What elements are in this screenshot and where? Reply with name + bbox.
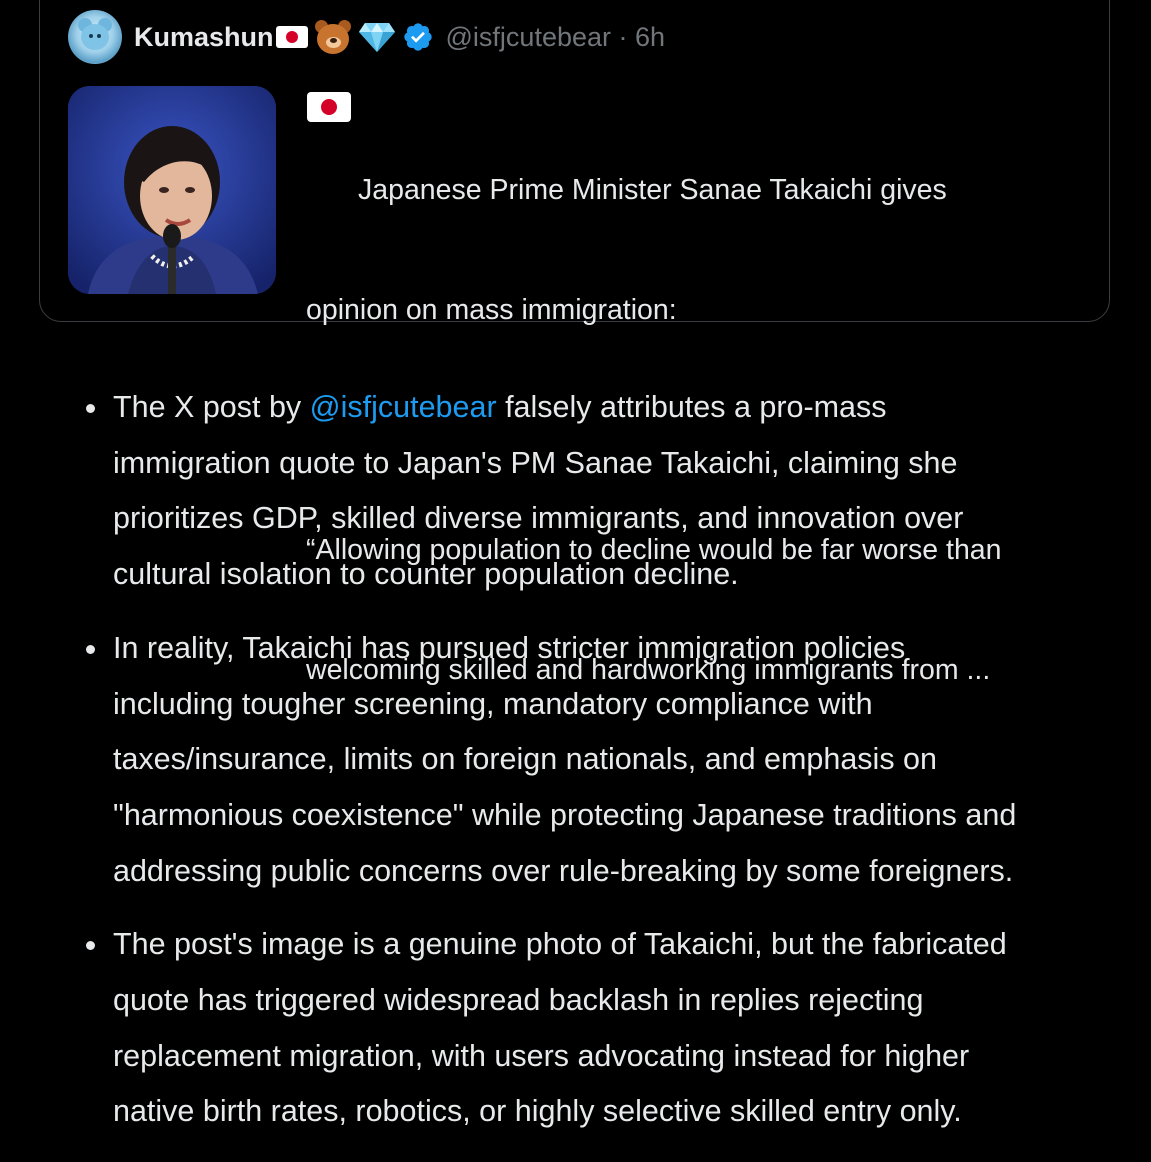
mention-link[interactable]: @isfjcutebear (309, 390, 497, 424)
author-display-name[interactable]: Kumashun (134, 21, 274, 52)
gem-icon (358, 21, 396, 53)
bullet-line: In reality, Takaichi has pursued stricter immigration policies (113, 630, 906, 665)
bullet-line: prioritizes GDP, skilled diverse immigrants, and innovation over (113, 501, 964, 536)
quote-text-line: Japanese Prime Minister Sanae Takaichi gives (358, 174, 947, 206)
bullet-line: The X post by @isfjcutebear falsely attributes a pro-mass (113, 390, 887, 424)
bullet-line: "harmonious coexistence" while protecting Japanese traditions and (113, 797, 1017, 832)
japan-flag-icon (276, 26, 308, 48)
verified-badge-icon[interactable] (402, 21, 434, 53)
bullet-line: The post's image is a genuine photo of Takaichi, but the fabricated (113, 927, 1007, 962)
summary-bullet (86, 380, 1126, 603)
bullet-line: taxes/insurance, limits on foreign nationals, and emphasis on (113, 742, 937, 777)
bullet-line: including tougher screening, mandatory compliance with (113, 686, 873, 721)
bullet-line: replacement migration, with users advocating instead for higher (113, 1038, 970, 1073)
bullet-line: native birth rates, robotics, or highly selective skilled entry only. (113, 1094, 962, 1129)
quote-text-line: “Allowing population to decline would be far worse than (306, 534, 1002, 566)
bullet-line: addressing public concerns over rule-breaking by some foreigners. (113, 853, 1014, 888)
quote-text-line: opinion on mass immigration: (306, 294, 677, 326)
avatar-eye (97, 34, 101, 38)
bullet-line: immigration quote to Japan's PM Sanae Takaichi, claiming she (113, 445, 958, 480)
quote-text-line: welcoming skilled and hardworking immigrants from ... (306, 654, 991, 686)
bullet-line: quote has triggered widespread backlash in replies rejecting (113, 983, 924, 1018)
quoted-post-author-row (68, 10, 665, 64)
portrait-image (68, 86, 276, 294)
avatar-face (81, 24, 109, 50)
quoted-post-thumbnail[interactable] (68, 86, 276, 294)
avatar-eye (89, 34, 93, 38)
summary-bullet-list (86, 380, 1126, 1158)
bear-face-icon (314, 19, 352, 55)
avatar[interactable] (68, 10, 122, 64)
author-handle-timestamp[interactable]: @isfjcutebear · 6h (445, 21, 666, 52)
summary-bullet (86, 621, 1126, 900)
summary-bullet (86, 917, 1126, 1140)
bullet-line: cultural isolation to counter population decline. (113, 557, 739, 592)
